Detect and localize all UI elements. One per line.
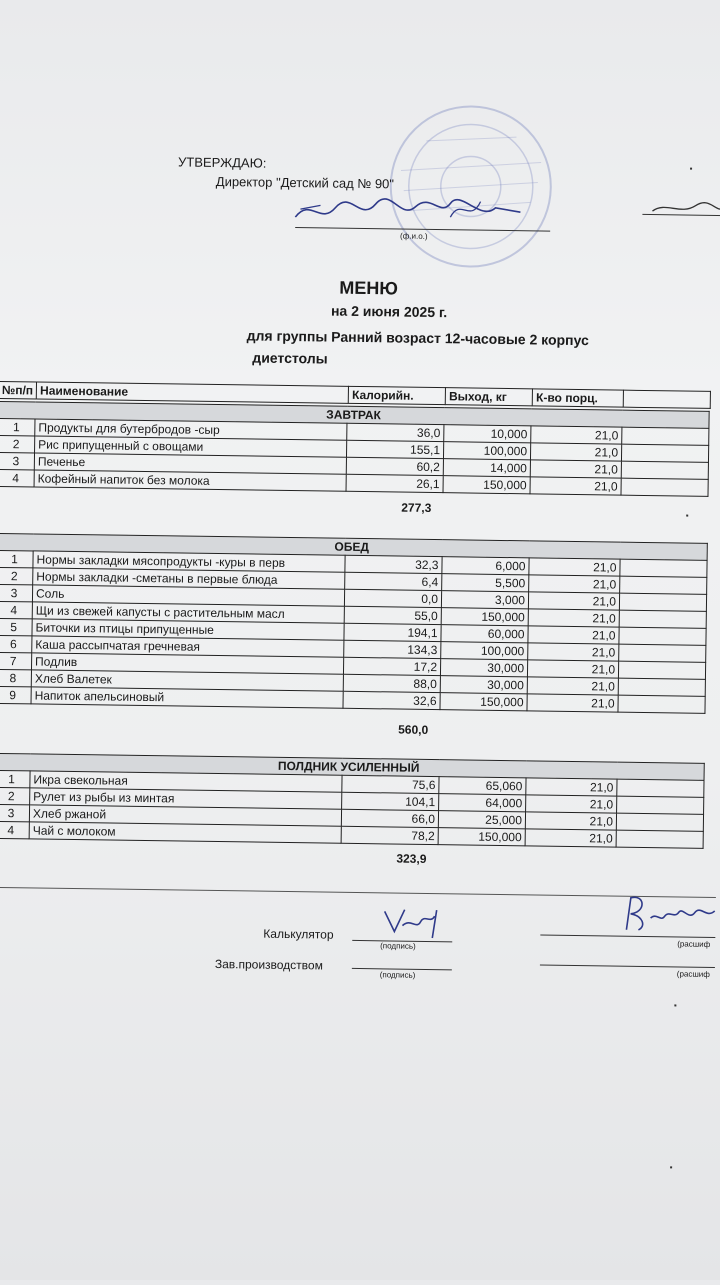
section-lunch: ОБЕД [0,533,707,560]
podpis-caption-1: (подпись) [380,941,416,951]
calculator-name-signature [620,892,716,937]
col-portions: К-во порц. [532,389,623,407]
table-row: 9 Напиток апельсиновый 32,6 150,000 21,0 [0,686,705,713]
menu-date: на 2 июня 2025 г. [330,302,448,321]
table-row: 3 Хлеб ржаной 66,0 25,000 21,0 [0,804,704,831]
calculator-label: Калькулятор [263,926,334,942]
table-row: 2 Нормы закладки -сметаны в первые блюда 6,4 5,500 21,0 [0,567,707,594]
section-snack: ПОЛДНИК УСИЛЕННЫЙ [0,753,704,780]
official-stamp [385,100,557,272]
calculator-signature [380,903,450,940]
table-row: 8 Хлеб Валетек 88,0 30,000 21,0 [0,669,705,696]
table-row: 3 Соль 0,0 3,000 21,0 [0,584,707,611]
podpis-caption-2: (подпись) [379,970,416,980]
table-row: 5 Биточки из птицы припущенные 194,1 60,000 21,0 [0,618,706,645]
rasshifrovka-caption-2: (расшиф [676,969,710,979]
col-kcal: Калорийн. [348,386,445,404]
table-row: 3 Печенье 60,2 14,000 21,0 [0,452,708,479]
table-row: 7 Подлив 17,2 30,000 21,0 [0,652,706,679]
col-name: Наименование [36,382,348,403]
right-signature [650,199,720,220]
speck [670,1166,672,1168]
divider [0,887,716,898]
document-title: МЕНЮ [339,277,399,299]
snack-table [0,753,705,849]
director-label: Директор "Детский сад № 90" [215,173,395,192]
breakfast-table [0,401,710,497]
section-breakfast: ЗАВТРАК [0,401,709,428]
lunch-total: 560,0 [398,722,429,737]
table-row: 6 Каша рассыпчатая гречневая 134,3 100,000 21,0 [0,635,706,662]
speck [690,168,692,170]
speck [674,1004,676,1006]
table-row: 2 Рис припущенный с овощами 155,1 100,000 21,0 [0,435,709,462]
table-row: 1 Продукты для бутербродов -сыр 36,0 10,000 21,0 [0,418,709,445]
approve-label: УТВЕРЖДАЮ: [177,154,267,171]
lunch-table [0,533,708,714]
production-head-label: Зав.производством [214,957,323,973]
col-output: Выход, кг [445,388,532,406]
table-row: 2 Рулет из рыбы из минтая 104,1 64,000 21,0 [0,787,704,814]
col-number: №п/п [0,381,37,399]
table-row: 1 Нормы закладки мясопродукты -куры в перв 32,3 6,000 21,0 [0,550,707,577]
snack-total: 323,9 [396,851,427,866]
table-row: 4 Кофейный напиток без молока 26,1 150,000 21,0 [0,469,708,496]
group-name: для группы Ранний возраст 12-часовые 2 корпус [246,327,589,349]
rasshifrovka-caption-1: (расшиф [677,939,711,949]
diet-label: диетстолы [252,349,328,367]
breakfast-total: 277,3 [401,500,432,515]
table-row: 4 Чай с молоком 78,2 150,000 21,0 [0,821,703,848]
table-row: 1 Икра свекольная 75,6 65,060 21,0 [0,770,704,797]
director-signature [290,191,530,230]
table-row: 4 Щи из свежей капусты с растительным масл 55,0 150,000 21,0 [0,601,706,628]
production-head-name-line [540,965,715,968]
speck [686,515,688,517]
fio-caption: (ф.и.о.) [400,231,428,241]
